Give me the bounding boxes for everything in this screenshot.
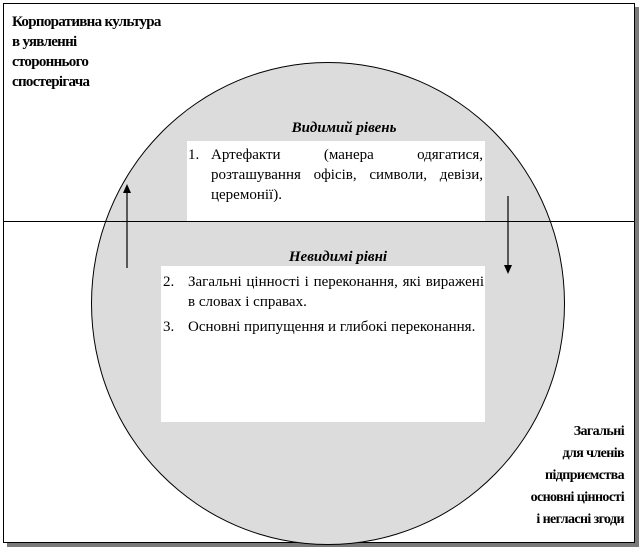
visible-level-heading: Видимий рівень (291, 120, 397, 136)
item-number: 1. (188, 147, 200, 163)
invisible-levels-heading: Невидимі рівні (288, 249, 388, 265)
inside-label-line: для членів (562, 446, 624, 461)
outside-label-line: спостерігача (12, 74, 90, 90)
inside-label-line: підприємства (545, 468, 624, 483)
item-number: 3. (163, 319, 175, 335)
outside-observer-label (12, 12, 161, 92)
shared-values-item: Загальні цінності і переконання, які виражені в словах і справах. (188, 274, 484, 310)
outside-label-line: в уявленні (12, 34, 77, 50)
inside-label-line: і негласні згоди (536, 512, 624, 527)
up-arrow-icon (122, 184, 132, 270)
artifacts-item: Артефакти (манера одягатися, розташування офісів, символи, девізи, церемонії). (211, 147, 483, 203)
item-number: 2. (163, 274, 175, 290)
visibility-divider-line (4, 221, 634, 222)
inside-members-label (531, 421, 624, 531)
basic-assumptions-item: Основні припущення и глибокі переконання. (188, 319, 476, 335)
inside-label-line: основні цінності (530, 490, 624, 505)
down-arrow-icon (503, 194, 513, 274)
outside-label-line: Корпоративна культура (12, 14, 161, 30)
inside-label-line: Загальні (573, 424, 624, 439)
diagram-frame (3, 3, 635, 543)
outside-label-line: стороннього (12, 54, 89, 70)
